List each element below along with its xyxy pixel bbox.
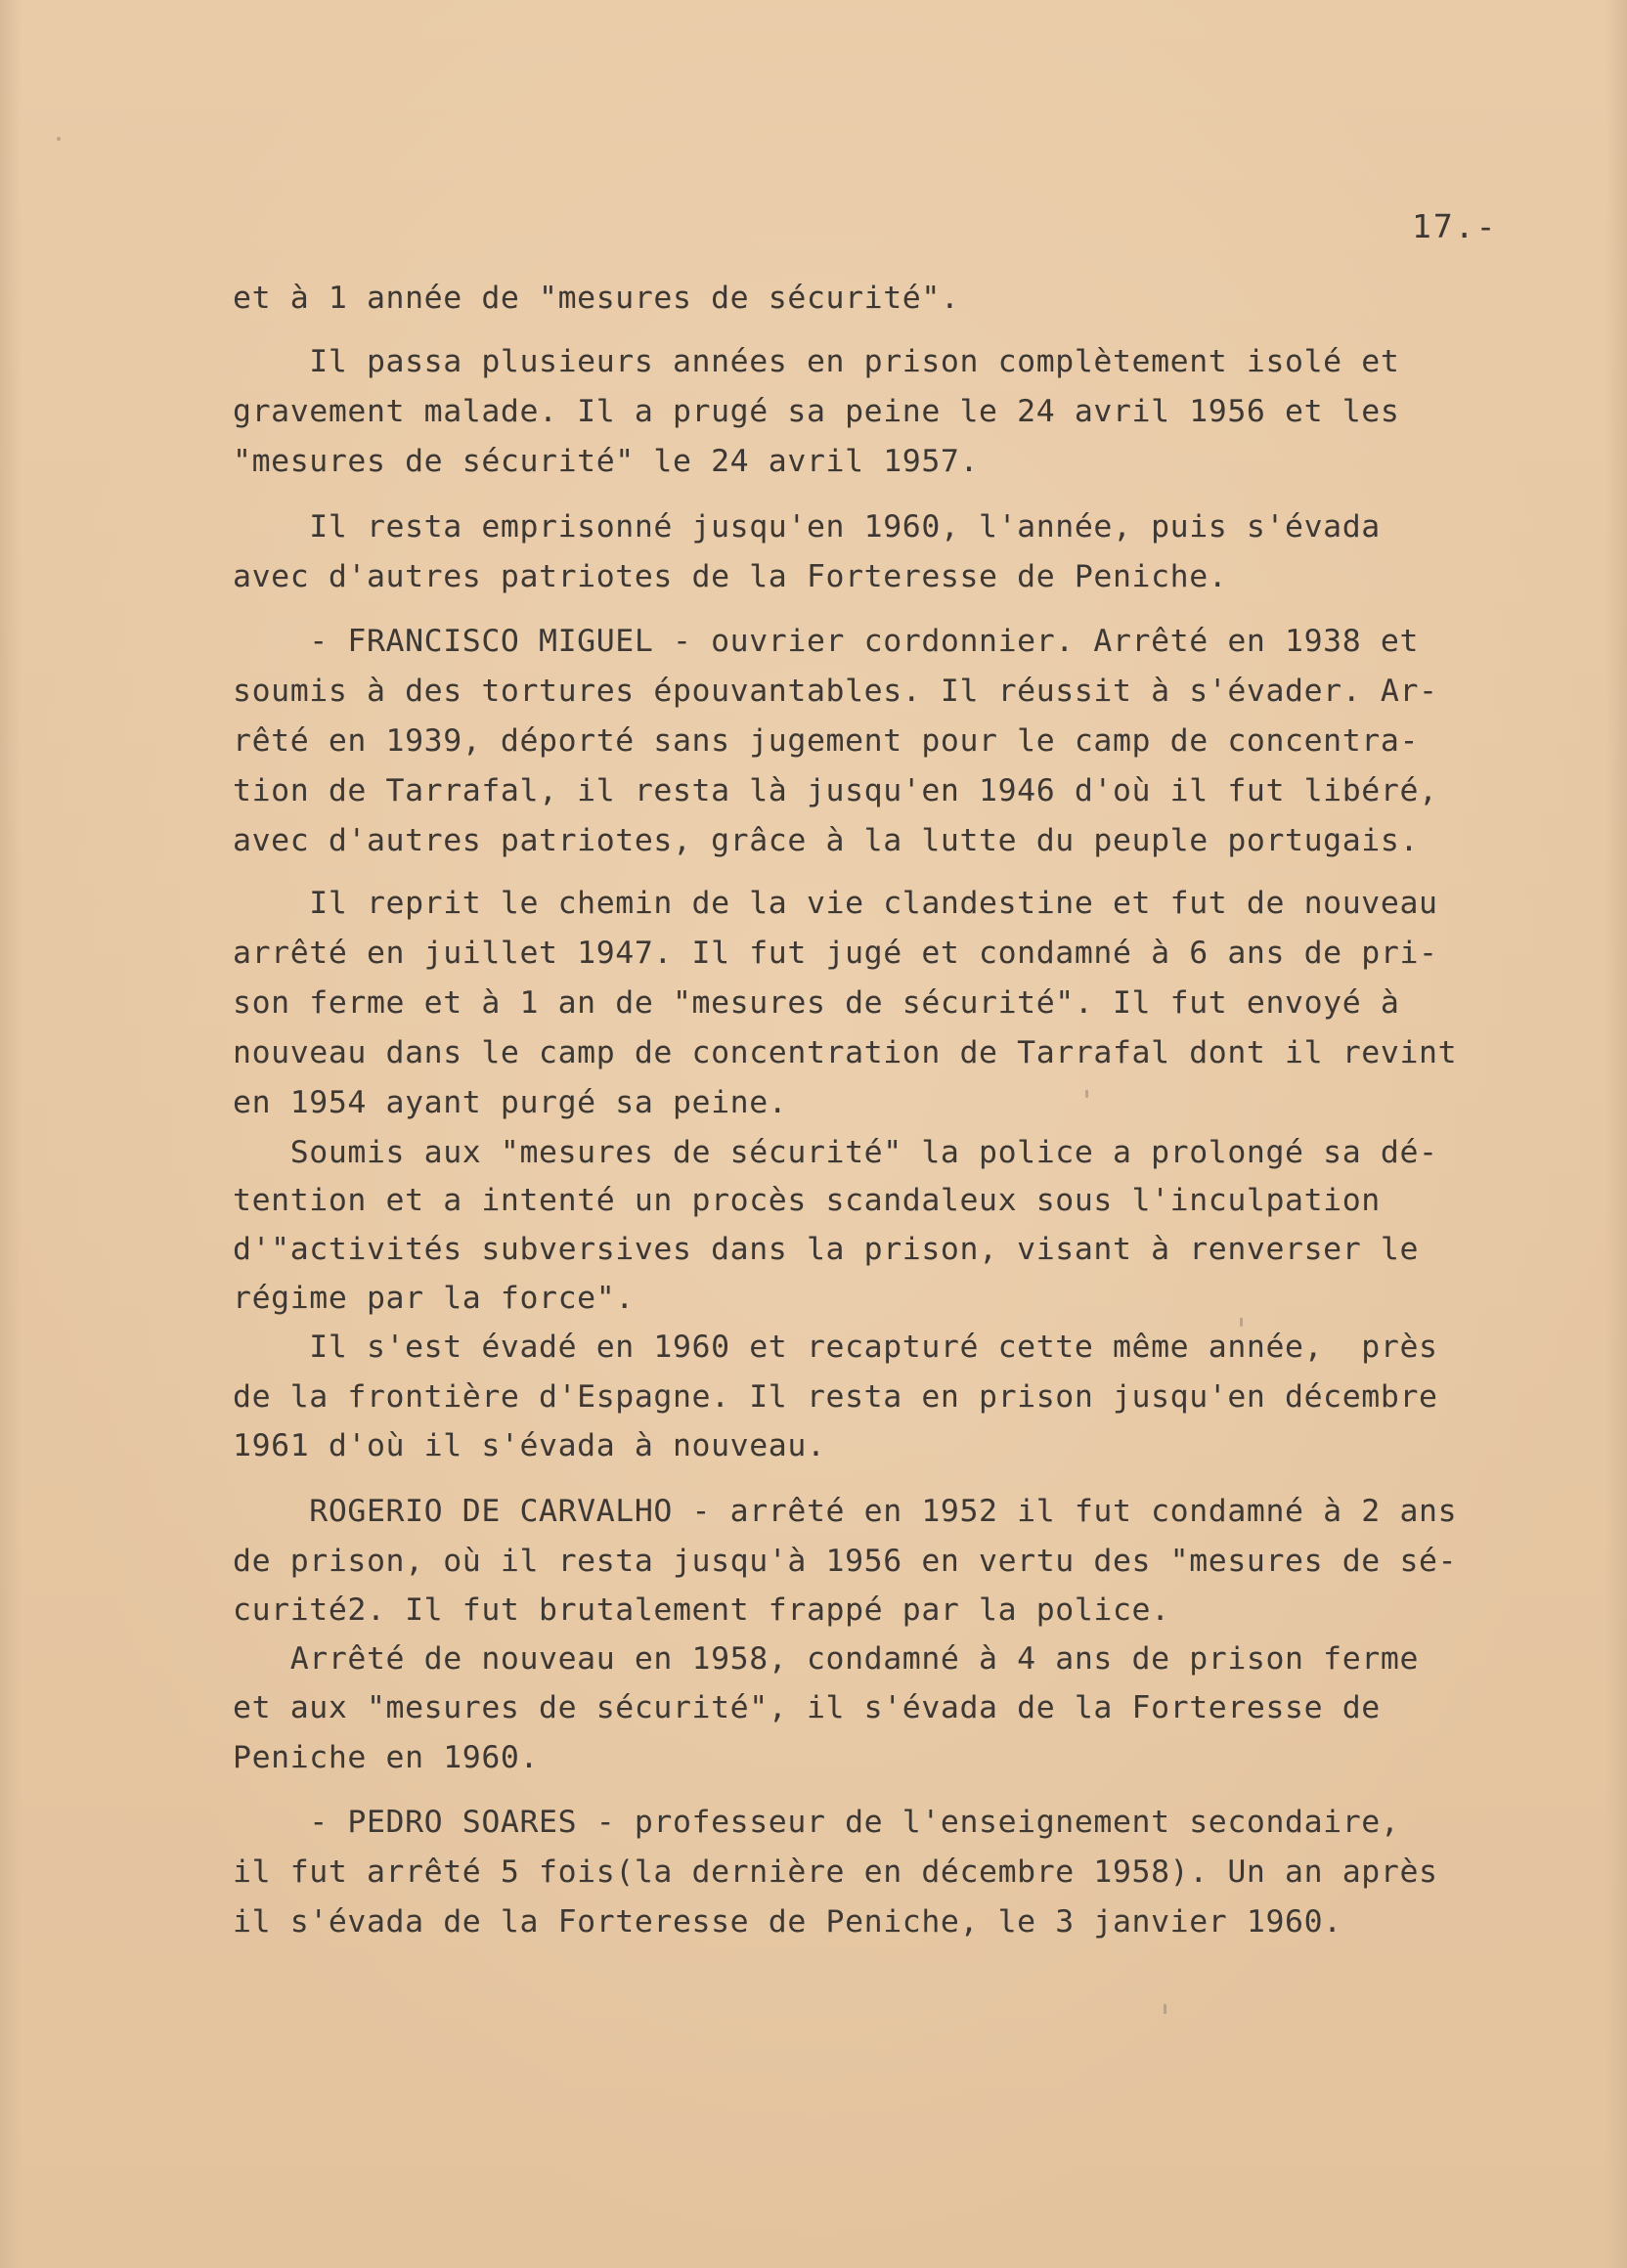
- text-line: de prison, où il resta jusqu'à 1956 en vertu des "mesures de sé-: [233, 1544, 1458, 1579]
- text-line: - PEDRO SOARES - professeur de l'enseignement secondaire,: [233, 1805, 1400, 1840]
- text-line: il fut arrêté 5 fois(la dernière en décembre 1958). Un an après: [233, 1854, 1438, 1890]
- text-line: "mesures de sécurité" le 24 avril 1957.: [233, 444, 980, 479]
- text-line: Soumis aux "mesures de sécurité" la police a prolongé sa dé-: [233, 1135, 1438, 1170]
- text-line: en 1954 ayant purgé sa peine.: [233, 1085, 788, 1120]
- text-line: avec d'autres patriotes de la Forteresse de Peniche.: [233, 559, 1228, 594]
- text-line: et à 1 année de "mesures de sécurité".: [233, 281, 960, 316]
- text-line: 1961 d'où il s'évada à nouveau.: [233, 1428, 826, 1463]
- text-line: gravement malade. Il a prugé sa peine le 24 avril 1956 et les: [233, 394, 1400, 429]
- text-line: Il resta emprisonné jusqu'en 1960, l'année, puis s'évada: [233, 509, 1381, 545]
- text-line: Arrêté de nouveau en 1958, condamné à 4 ans de prison ferme: [233, 1641, 1420, 1677]
- text-line: il s'évada de la Forteresse de Peniche, le 3 janvier 1960.: [233, 1904, 1342, 1940]
- paper-speck: [1164, 2004, 1166, 2014]
- paper-right-edge: [1605, 0, 1627, 2268]
- text-line: Il s'est évadé en 1960 et recapturé cette même année, près: [233, 1330, 1438, 1365]
- paper-speck: [57, 137, 61, 141]
- paper-speck: [1240, 1318, 1243, 1327]
- text-line: ROGERIO DE CARVALHO - arrêté en 1952 il fut condamné à 2 ans: [233, 1494, 1458, 1529]
- text-line: - FRANCISCO MIGUEL - ouvrier cordonnier. Arrêté en 1938 et: [233, 624, 1420, 659]
- text-line: Il passa plusieurs années en prison complètement isolé et: [233, 344, 1400, 379]
- text-line: nouveau dans le camp de concentration de Tarrafal dont il revint: [233, 1035, 1458, 1070]
- text-line: soumis à des tortures épouvantables. Il réussit à s'évader. Ar-: [233, 674, 1438, 709]
- text-line: arrêté en juillet 1947. Il fut jugé et condamné à 6 ans de pri-: [233, 936, 1438, 971]
- text-line: avec d'autres patriotes, grâce à la lutte du peuple portugais.: [233, 823, 1420, 858]
- text-line: Il reprit le chemin de la vie clandestine et fut de nouveau: [233, 886, 1438, 921]
- paper-left-edge: [0, 0, 22, 2268]
- text-line: et aux "mesures de sécurité", il s'évada de la Forteresse de: [233, 1690, 1381, 1725]
- page-number: 17.-: [1412, 207, 1498, 245]
- text-line: régime par la force".: [233, 1281, 635, 1316]
- paper-speck: [1085, 1090, 1088, 1098]
- text-line: rêté en 1939, déporté sans jugement pour le camp de concentra-: [233, 723, 1420, 759]
- text-line: de la frontière d'Espagne. Il resta en prison jusqu'en décembre: [233, 1379, 1438, 1415]
- text-line: curité2. Il fut brutalement frappé par la police.: [233, 1592, 1170, 1628]
- text-line: tention et a intenté un procès scandaleux sous l'inculpation: [233, 1183, 1381, 1218]
- text-line: son ferme et à 1 an de "mesures de sécurité". Il fut envoyé à: [233, 985, 1400, 1021]
- text-line: Peniche en 1960.: [233, 1740, 540, 1775]
- text-line: d'"activités subversives dans la prison, visant à renverser le: [233, 1232, 1420, 1267]
- text-line: tion de Tarrafal, il resta là jusqu'en 1946 d'où il fut libéré,: [233, 773, 1438, 808]
